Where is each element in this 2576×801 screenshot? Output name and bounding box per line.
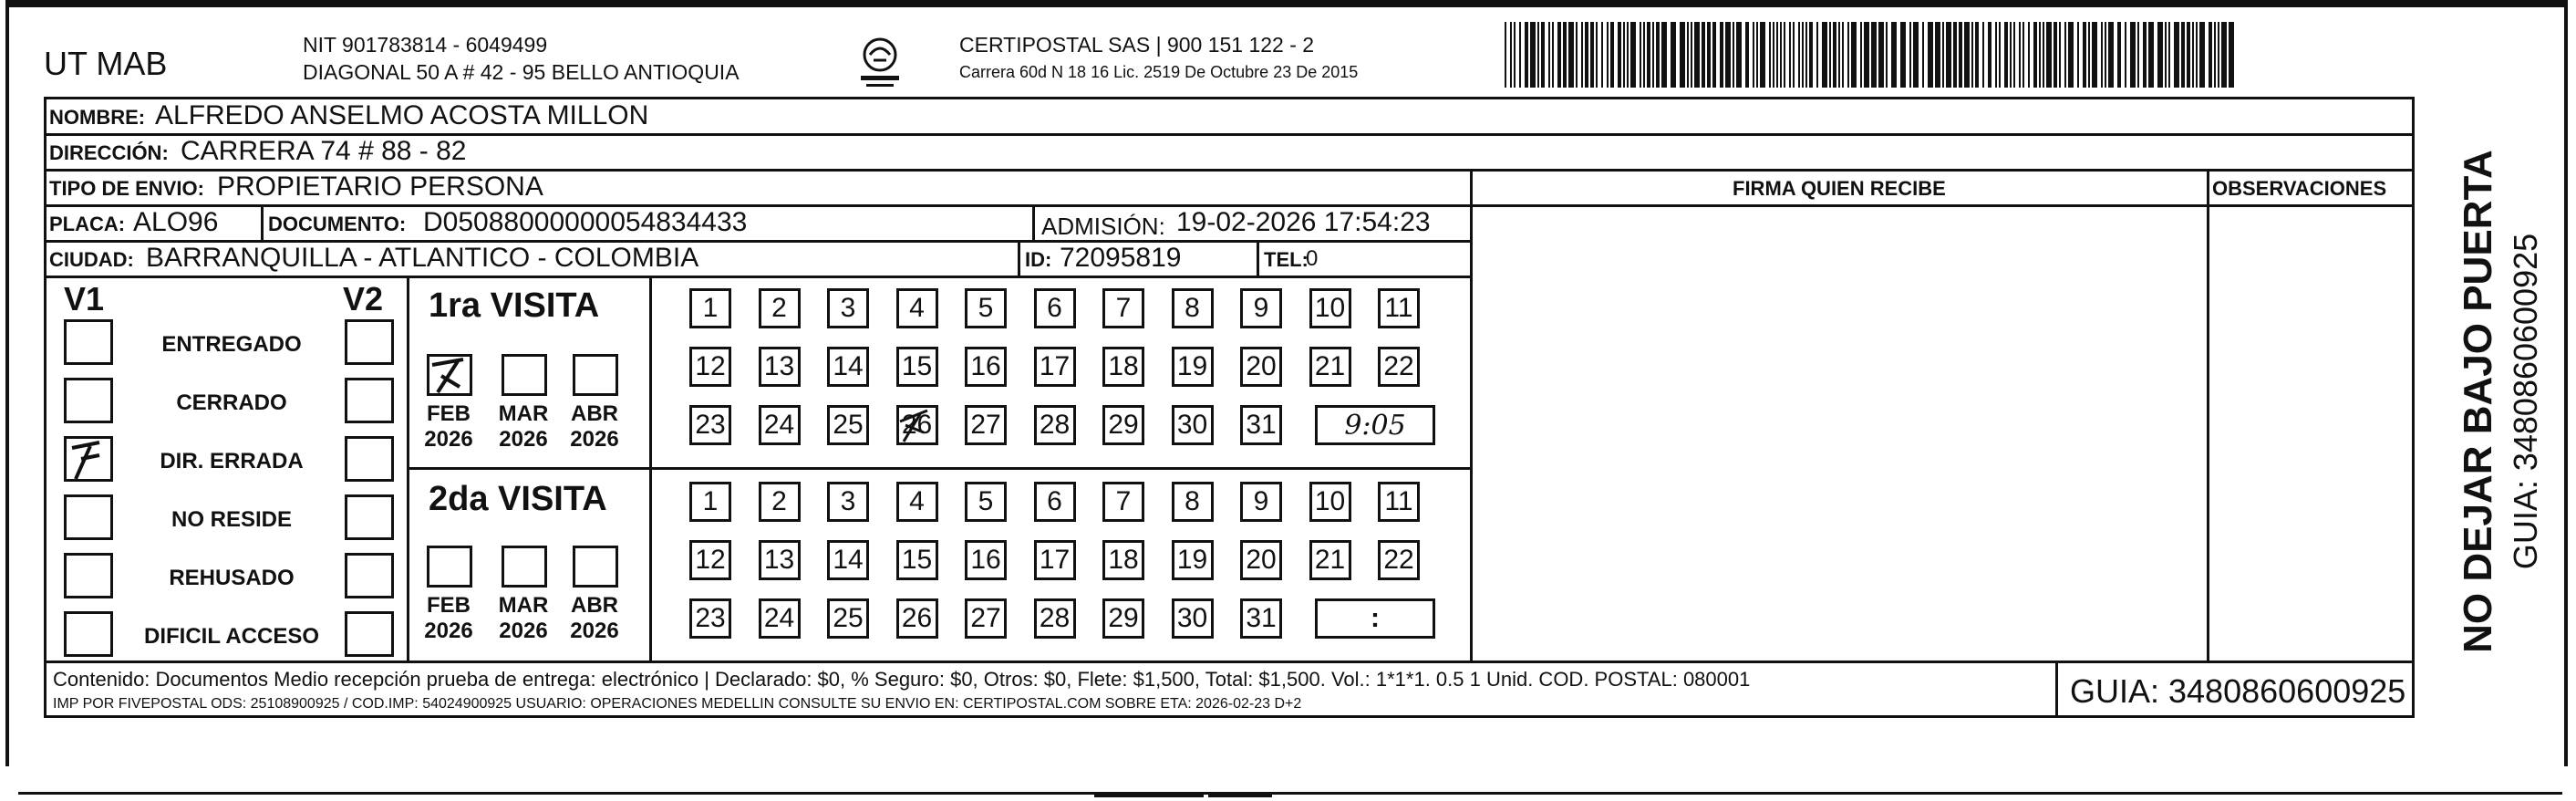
day-box[interactable]: 30 <box>1172 405 1214 445</box>
barcode-bar <box>1725 22 1731 88</box>
barcode-bar <box>1753 22 1754 88</box>
barcode-bar <box>2028 22 2030 88</box>
day-box[interactable]: 31 <box>1240 598 1282 639</box>
day-box[interactable]: 29 <box>1102 405 1144 445</box>
barcode-bar <box>2101 22 2103 88</box>
barcode-bar <box>1519 22 1521 88</box>
barcode-bar <box>2004 22 2008 88</box>
ciudad-value: BARRANQUILLA - ATLANTICO - COLOMBIA <box>146 243 699 273</box>
check-mark-icon <box>427 354 472 396</box>
carrier-license: Carrera 60d N 18 16 Lic. 2519 De Octubre 23 De 2015 <box>959 63 1359 81</box>
day-box[interactable]: 28 <box>1034 405 1076 445</box>
admision-value: 19-02-2026 17:54:23 <box>1176 207 1431 237</box>
barcode-bar <box>1563 22 1567 88</box>
month-label: MAR 2026 <box>498 593 549 643</box>
barcode-bar <box>1802 22 1804 88</box>
barcode-bar <box>2168 22 2170 88</box>
second-visit-time[interactable]: : <box>1315 598 1435 639</box>
bottom-border <box>18 792 2562 795</box>
barcode-bar <box>2077 22 2079 88</box>
company-nit: NIT 901783814 - 6049499 <box>303 33 548 57</box>
day-box[interactable]: 24 <box>759 598 801 639</box>
month-label: FEB 2026 <box>424 593 473 643</box>
day-box[interactable]: 23 <box>689 598 731 639</box>
barcode-bar <box>1891 22 1897 88</box>
visit-sep-horizontal <box>407 467 1472 470</box>
barcode-bar <box>2092 22 2097 88</box>
top-border <box>5 0 2568 7</box>
day-box[interactable]: 10 <box>1309 288 1351 328</box>
month-checkbox-feb[interactable] <box>427 354 472 396</box>
v2-checkbox[interactable] <box>345 494 394 540</box>
reason-label: CERRADO <box>176 390 287 415</box>
barcode-bar <box>1805 22 1807 88</box>
day-box[interactable]: 24 <box>759 405 801 445</box>
second-visit-title: 2da VISITA <box>429 480 607 518</box>
direccion-label: DIRECCIÓN: <box>49 141 169 164</box>
reason-label: DIR. ERRADA <box>160 449 304 473</box>
day-box[interactable]: 1 <box>689 482 731 522</box>
table-top <box>44 97 2415 99</box>
barcode-bar <box>2229 22 2234 88</box>
barcode-bar <box>2196 22 2198 88</box>
day-box[interactable]: 9 <box>1240 288 1282 328</box>
barcode-bar <box>1671 22 1676 88</box>
barcode-bar <box>2221 22 2227 88</box>
barcode-bar <box>1610 22 1614 88</box>
contenido-text: Contenido: Documentos Medio recepción prueba de entrega: electrónico | Declarado: $0, % Seguro: $0, Otros: $0, Flete: $1,500, Total: $1,500. Vol.: 1*1*1. 0.5 1 Unid. COD. POSTAL: 080001 <box>53 668 1751 691</box>
reason-label: DIFICIL ACCESO <box>143 624 319 649</box>
day-box[interactable]: 27 <box>965 598 1007 639</box>
barcode-bar <box>1687 22 1689 88</box>
day-box[interactable]: 26 <box>896 405 938 445</box>
day-box[interactable]: 30 <box>1172 598 1214 639</box>
reason-label: REHUSADO <box>169 566 295 590</box>
barcode-bar <box>2054 22 2057 88</box>
month-label: ABR 2026 <box>570 401 619 452</box>
barcode-bar <box>2157 22 2163 88</box>
barcode-bar <box>2174 22 2179 88</box>
barcode-bar <box>1928 22 1933 88</box>
barcode-bar <box>1537 22 1539 88</box>
month-label: FEB 2026 <box>424 401 473 452</box>
barcode-bar <box>1842 22 1844 88</box>
id-value: 72095819 <box>1060 243 1182 273</box>
barcode-bar <box>1630 22 1636 88</box>
day-box[interactable]: 20 <box>1240 347 1282 387</box>
day-box[interactable]: 5 <box>965 288 1007 328</box>
barcode-bar <box>1780 22 1782 88</box>
imp-text: IMP POR FIVEPOSTAL ODS: 25108900925 / COD.IMP: 54024900925 USUARIO: OPERACIONES MEDELLIN CONSULTE SU ENVIO EN: CERTIPOSTAL.COM SOBRE ETA: 2026-02-23 D+2 <box>53 696 1302 712</box>
barcode-bar <box>2214 22 2216 88</box>
barcode-bar <box>2059 22 2061 88</box>
day-box[interactable]: 25 <box>827 598 869 639</box>
placa-label: PLACA: <box>49 213 126 235</box>
barcode-bar <box>1601 22 1603 88</box>
table-bottom <box>44 715 2415 718</box>
barcode-bar <box>2088 22 2090 88</box>
barcode-bar <box>2218 22 2219 88</box>
v2-header: V2 <box>343 280 384 317</box>
day-box[interactable]: 16 <box>965 540 1007 580</box>
barcode-bar <box>1959 22 1962 88</box>
barcode-bar <box>2181 22 2185 88</box>
day-box[interactable]: 18 <box>1102 540 1144 580</box>
day-box[interactable]: 11 <box>1378 482 1420 522</box>
barcode-bar <box>2046 22 2052 88</box>
check-mark-icon <box>896 405 938 445</box>
first-visit-time[interactable]: 9:05 <box>1315 405 1435 445</box>
barcode-bar <box>1829 22 1831 88</box>
barcode-bar <box>1720 22 1723 88</box>
barcode-bar <box>2137 22 2139 88</box>
bottom-fragment <box>1094 792 1204 797</box>
barcode-bar <box>1707 22 1711 88</box>
barcode-bar <box>1851 22 1857 88</box>
v2-checkbox[interactable] <box>345 611 394 657</box>
barcode-bar <box>2068 22 2074 88</box>
day-box[interactable]: 29 <box>1102 598 1144 639</box>
barcode-bar <box>1964 22 1970 88</box>
month-label: MAR 2026 <box>498 401 549 452</box>
barcode-bar <box>1756 22 1758 88</box>
company-address: DIAGONAL 50 A # 42 - 95 BELLO ANTIOQUIA <box>303 60 740 84</box>
barcode-bar <box>2143 22 2147 88</box>
outer-right-border <box>2564 0 2568 766</box>
barcode-bar <box>1552 22 1554 88</box>
barcode-bar <box>1590 22 1594 88</box>
barcode-bar <box>1838 22 1840 88</box>
day-box[interactable]: 22 <box>1378 347 1420 387</box>
barcode-bar <box>1656 22 1660 88</box>
day-box[interactable]: 23 <box>689 405 731 445</box>
day-box[interactable]: 21 <box>1309 347 1351 387</box>
barcode-bar <box>1999 22 2001 88</box>
barcode-bar <box>1733 22 1734 88</box>
barcode-bar <box>1995 22 1997 88</box>
day-box[interactable]: 5 <box>965 482 1007 522</box>
barcode-bar <box>1776 22 1778 88</box>
cell-sep <box>261 204 264 242</box>
barcode-bar <box>1694 22 1700 88</box>
barcode-bar <box>2064 22 2066 88</box>
barcode-bar <box>2117 22 2121 88</box>
barcode-bar <box>2165 22 2167 88</box>
barcode-bar <box>1922 22 1924 88</box>
v1-header: V1 <box>64 280 105 317</box>
barcode-bar <box>1640 22 1641 88</box>
day-box[interactable]: 18 <box>1102 347 1144 387</box>
tipo-envio-value: PROPIETARIO PERSONA <box>217 172 543 202</box>
firma-header: FIRMA QUIEN RECIBE <box>1733 177 1946 200</box>
barcode-bar <box>2083 22 2086 88</box>
col-sep-obs <box>2207 169 2209 662</box>
nombre-label: NOMBRE: <box>49 106 146 129</box>
barcode-bar <box>1548 22 1550 88</box>
barcode-bar <box>1541 22 1545 88</box>
barcode-bar <box>1975 22 1979 88</box>
barcode-bar <box>2187 22 2190 88</box>
barcode-bar <box>1809 22 1813 88</box>
day-box[interactable]: 12 <box>689 347 731 387</box>
day-box[interactable]: 11 <box>1378 288 1420 328</box>
day-box[interactable]: 14 <box>827 347 869 387</box>
day-box[interactable]: 1 <box>689 288 731 328</box>
barcode-bar <box>2209 22 2212 88</box>
barcode-bar <box>1627 22 1629 88</box>
certipostal-logo-icon <box>848 33 912 97</box>
tel-label: TEL: <box>1264 248 1309 271</box>
day-box[interactable]: 17 <box>1034 540 1076 580</box>
barcode-bar <box>1789 22 1791 88</box>
barcode-bar <box>1847 22 1849 88</box>
barcode-bar <box>1581 22 1583 88</box>
footer-guia: GUIA: 3480860600925 <box>2070 672 2406 710</box>
barcode-bar <box>2192 22 2194 88</box>
day-box[interactable]: 7 <box>1102 482 1144 522</box>
day-box[interactable]: 7 <box>1102 288 1144 328</box>
day-box[interactable]: 19 <box>1172 347 1214 387</box>
reason-label: ENTREGADO <box>161 332 302 357</box>
row-sep <box>44 661 2415 663</box>
placa-value: ALO96 <box>133 207 219 237</box>
barcode-bar <box>1833 22 1836 88</box>
barcode-bar <box>1596 22 1598 88</box>
cell-sep <box>1018 240 1020 277</box>
month-checkbox-feb[interactable] <box>427 546 472 588</box>
barcode-bar <box>2199 22 2205 88</box>
barcode-bar <box>1913 22 1919 88</box>
col-header-underline <box>1470 204 2415 207</box>
barcode <box>1505 22 2234 88</box>
barcode-bar <box>2033 22 2037 88</box>
admision-label: ADMISIÓN: <box>1041 213 1165 240</box>
barcode-bar <box>1760 22 1765 88</box>
barcode-bar <box>1798 22 1800 88</box>
barcode-bar <box>1816 22 1818 88</box>
barcode-bar <box>1971 22 1973 88</box>
barcode-bar <box>1942 22 1944 88</box>
first-visit-title: 1ra VISITA <box>429 286 600 325</box>
barcode-bar <box>1661 22 1667 88</box>
day-box[interactable]: 14 <box>827 540 869 580</box>
footer-sep <box>2055 661 2058 717</box>
v2-checkbox[interactable] <box>345 319 394 365</box>
barcode-bar <box>2108 22 2114 88</box>
documento-value: D05088000000054834433 <box>423 207 748 237</box>
bottom-fragment <box>1208 792 1272 797</box>
barcode-bar <box>1712 22 1716 88</box>
barcode-bar <box>1702 22 1705 88</box>
barcode-bar <box>1982 22 1984 88</box>
day-box[interactable]: 26 <box>896 598 938 639</box>
reason-label: NO RESIDE <box>171 507 293 532</box>
barcode-bar <box>1647 22 1650 88</box>
month-label: ABR 2026 <box>570 593 619 643</box>
day-box[interactable]: 10 <box>1309 482 1351 522</box>
barcode-bar <box>1691 22 1692 88</box>
barcode-bar <box>1680 22 1685 88</box>
barcode-bar <box>2013 22 2015 88</box>
cell-sep <box>1032 204 1035 242</box>
day-box[interactable]: 8 <box>1172 288 1214 328</box>
day-box[interactable]: 9 <box>1240 482 1282 522</box>
barcode-bar <box>1935 22 1940 88</box>
ciudad-label: CIUDAD: <box>49 248 134 271</box>
day-box[interactable]: 16 <box>965 347 1007 387</box>
barcode-bar <box>1576 22 1578 88</box>
barcode-bar <box>1530 22 1536 88</box>
month-checkbox-mar[interactable] <box>502 546 547 588</box>
no-dejar-bajo-puerta: NO DEJAR BAJO PUERTA <box>2456 150 2500 653</box>
barcode-bar <box>1793 22 1795 88</box>
barcode-bar <box>1643 22 1645 88</box>
outer-left-border <box>5 0 9 766</box>
v2-checkbox[interactable] <box>345 436 394 482</box>
table-left <box>44 97 47 717</box>
barcode-bar <box>2010 22 2012 88</box>
barcode-bar <box>1864 22 1869 88</box>
month-checkbox-abr[interactable] <box>573 546 618 588</box>
barcode-bar <box>1900 22 1906 88</box>
day-box[interactable]: 28 <box>1034 598 1076 639</box>
barcode-bar <box>2043 22 2044 88</box>
barcode-bar <box>1773 22 1774 88</box>
direccion-value: CARRERA 74 # 88 - 82 <box>181 136 467 166</box>
barcode-bar <box>2039 22 2041 88</box>
company-name: UT MAB <box>44 45 168 82</box>
day-box[interactable]: 15 <box>896 347 938 387</box>
day-box[interactable]: 6 <box>1034 482 1076 522</box>
barcode-bar <box>2125 22 2126 88</box>
barcode-bar <box>1514 22 1516 88</box>
carrier-name: CERTIPOSTAL SAS | 900 151 122 - 2 <box>959 33 1315 57</box>
barcode-bar <box>1860 22 1862 88</box>
v2-checkbox[interactable] <box>345 378 394 423</box>
day-box[interactable]: 4 <box>896 288 938 328</box>
barcode-bar <box>1652 22 1654 88</box>
observaciones-header: OBSERVACIONES <box>2212 177 2387 200</box>
day-box[interactable]: 31 <box>1240 405 1282 445</box>
barcode-bar <box>2130 22 2136 88</box>
barcode-bar <box>1988 22 1991 88</box>
day-box[interactable]: 15 <box>896 540 938 580</box>
day-box[interactable]: 21 <box>1309 540 1351 580</box>
barcode-bar <box>2105 22 2106 88</box>
tel-value: 0 <box>1306 246 1319 271</box>
tipo-envio-label: TIPO DE ENVIO: <box>49 177 204 200</box>
day-box[interactable]: 6 <box>1034 288 1076 328</box>
month-checkbox-mar[interactable] <box>502 354 547 396</box>
barcode-bar <box>2148 22 2154 88</box>
day-box[interactable]: 19 <box>1172 540 1214 580</box>
barcode-bar <box>1878 22 1884 88</box>
barcode-bar <box>1953 22 1957 88</box>
table-right <box>2412 97 2415 717</box>
barcode-bar <box>1525 22 1528 88</box>
barcode-bar <box>2023 22 2024 88</box>
barcode-bar <box>1822 22 1827 88</box>
day-box[interactable]: 22 <box>1378 540 1420 580</box>
day-box[interactable]: 13 <box>759 347 801 387</box>
barcode-bar <box>2019 22 2021 88</box>
barcode-bar <box>1769 22 1771 88</box>
cell-sep <box>1257 240 1259 277</box>
barcode-bar <box>1784 22 1785 88</box>
day-box[interactable]: 2 <box>759 288 801 328</box>
day-box[interactable]: 12 <box>689 540 731 580</box>
barcode-bar <box>1736 22 1742 88</box>
barcode-bar <box>1510 22 1512 88</box>
barcode-bar <box>1886 22 1888 88</box>
day-box[interactable]: 3 <box>827 482 869 522</box>
barcode-bar <box>1909 22 1911 88</box>
v2-checkbox[interactable] <box>345 553 394 598</box>
barcode-bar <box>1871 22 1877 88</box>
barcode-bar <box>1585 22 1588 88</box>
day-box[interactable]: 25 <box>827 405 869 445</box>
barcode-bar <box>1623 22 1625 88</box>
barcode-bar <box>1505 22 1506 88</box>
day-box[interactable]: 4 <box>896 482 938 522</box>
barcode-bar <box>1745 22 1749 88</box>
barcode-bar <box>1607 22 1609 88</box>
col-sep-firma <box>1470 169 1473 662</box>
nombre-value: ALFREDO ANSELMO ACOSTA MILLON <box>155 100 649 130</box>
barcode-bar <box>1557 22 1561 88</box>
day-box[interactable]: 17 <box>1034 347 1076 387</box>
day-box[interactable]: 2 <box>759 482 801 522</box>
day-box[interactable]: 20 <box>1240 540 1282 580</box>
documento-label: DOCUMENTO: <box>268 213 407 235</box>
barcode-bar <box>1618 22 1621 88</box>
barcode-bar <box>1568 22 1574 88</box>
day-box[interactable]: 13 <box>759 540 801 580</box>
day-box[interactable]: 27 <box>965 405 1007 445</box>
day-box[interactable]: 3 <box>827 288 869 328</box>
month-checkbox-abr[interactable] <box>573 354 618 396</box>
day-box[interactable]: 8 <box>1172 482 1214 522</box>
side-guia: GUIA: 3480860600925 <box>2507 233 2544 570</box>
barcode-bar <box>1946 22 1951 88</box>
id-label: ID: <box>1025 248 1052 271</box>
